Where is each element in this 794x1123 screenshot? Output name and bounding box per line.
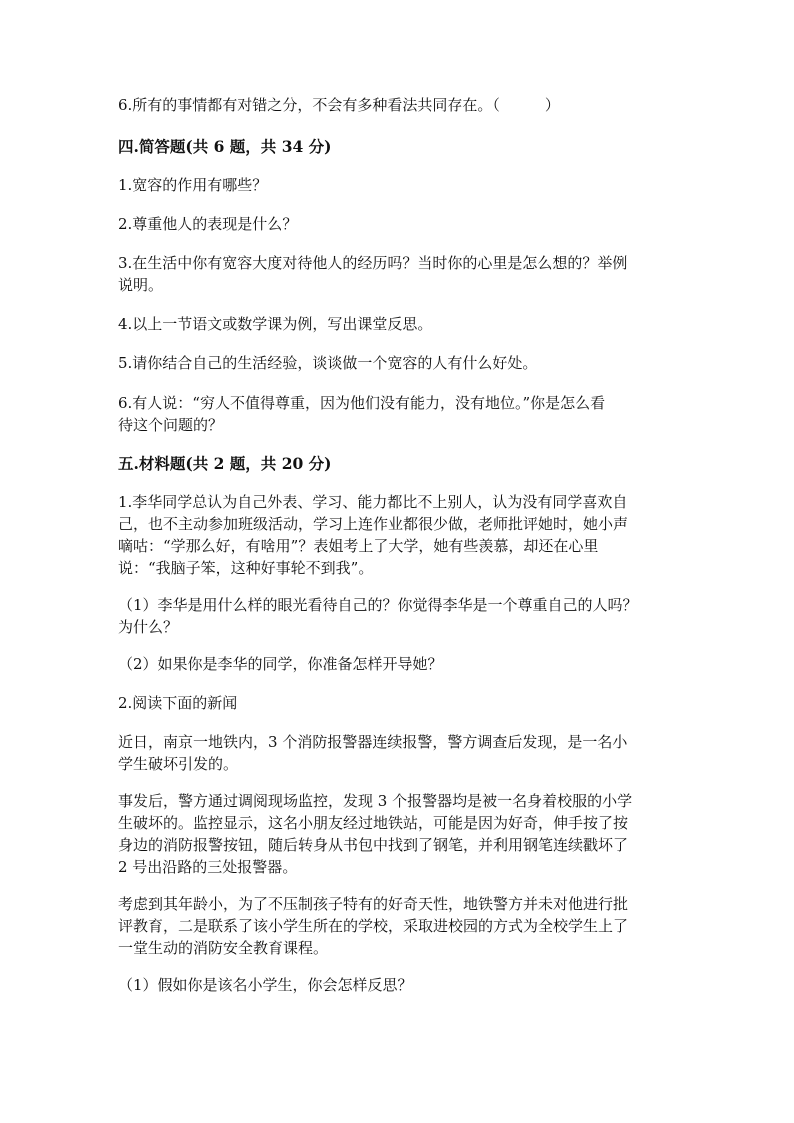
material-question-1 — [118, 491, 678, 579]
question-text: 5.请你结合自己的生活经验，谈谈做一个宽容的人有什么好处。 — [118, 354, 538, 372]
news-text-line: 近日，南京一地铁内，3 个消防报警器连续报警，警方调查后发现，是一名小 — [118, 733, 628, 751]
news-text-line: 评教育，二是联系了该小学生所在的学校，采取进校园的方式为全校学生上了 — [118, 917, 629, 935]
short-answer-question-2 — [118, 213, 678, 235]
section-title: 四.简答题(共 6 题，共 34 分) — [118, 137, 332, 156]
sub-question-text-line: （1）李华是用什么样的眼光看待自己的？你觉得李华是一个尊重自己的人吗？ — [118, 596, 638, 614]
question-text: 2.阅读下面的新闻 — [118, 694, 238, 712]
section-4-title — [118, 136, 678, 158]
material-question-2-intro — [118, 692, 678, 714]
question-text-line: 3.在生活中你有宽容大度对待他人的经历吗？当时你的心里是怎么想的？举例 — [118, 254, 628, 272]
material-question-1-sub-1 — [118, 594, 678, 638]
news-text-line: 身边的消防报警按钮，随后转身从书包中找到了钢笔，并利用钢笔连续戳坏了 — [118, 836, 629, 854]
news-text-line: 事发后，警方通过调阅现场监控，发现 3 个报警器均是被一名身着校服的小学 — [118, 792, 633, 810]
question-text-line: 6.有人说：“穷人不值得尊重，因为他们没有能力，没有地位。”你是怎么看 — [118, 394, 606, 412]
material-text-line: 1.李华同学总认为自己外表、学习、能力都比不上别人，认为没有同学喜欢自 — [118, 493, 628, 511]
question-text-line: 说明。 — [118, 276, 164, 294]
question-text-line: 待这个问题的？ — [118, 416, 224, 434]
material-text-line: 嘀咕：“学那么好，有啥用”？表姐考上了大学，她有些羡慕，却还在心里 — [118, 537, 599, 555]
news-paragraph-2 — [118, 790, 678, 878]
question-text: 4.以上一节语文或数学课为例，写出课堂反思。 — [118, 315, 433, 333]
short-answer-question-3 — [118, 252, 678, 296]
sub-question-text: （2）如果你是李华的同学，你准备怎样开导她？ — [118, 655, 443, 673]
news-paragraph-1 — [118, 731, 678, 775]
question-text: 2.尊重他人的表现是什么？ — [118, 215, 298, 233]
short-answer-question-5 — [118, 352, 678, 374]
short-answer-question-1 — [118, 174, 678, 196]
judgement-question-6 — [118, 94, 678, 116]
question-text: 6.所有的事情都有对错之分，不会有多种看法共同存在。（ ） — [118, 96, 560, 114]
sub-question-text-line: 为什么？ — [118, 618, 179, 636]
news-paragraph-3 — [118, 893, 678, 959]
news-text-line: 2 号出沿路的三处报警器。 — [118, 858, 298, 876]
question-text: 1.宽容的作用有哪些？ — [118, 176, 268, 194]
news-text-line: 考虑到其年龄小，为了不压制孩子特有的好奇天性，地铁警方并未对他进行批 — [118, 895, 629, 913]
material-text-line: 己，也不主动参加班级活动，学习上连作业都很少做，老师批评她时，她小声 — [118, 515, 629, 533]
short-answer-question-4 — [118, 313, 678, 335]
news-text-line: 生破坏的。监控显示，这名小朋友经过地铁站，可能是因为好奇，伸手按了按 — [118, 814, 629, 832]
section-5-title — [118, 453, 678, 475]
news-text-line: 一堂生动的消防安全教育课程。 — [118, 939, 329, 957]
sub-question-text: （1）假如你是该名小学生，你会怎样反思？ — [118, 976, 413, 994]
section-title: 五.材料题(共 2 题，共 20 分) — [118, 454, 332, 473]
news-text-line: 学生破坏引发的。 — [118, 755, 239, 773]
material-question-2-sub-1 — [118, 974, 678, 996]
short-answer-question-6 — [118, 392, 678, 436]
material-question-1-sub-2 — [118, 653, 678, 675]
material-text-line: 说：“我脑子笨，这种好事轮不到我”。 — [118, 559, 374, 577]
